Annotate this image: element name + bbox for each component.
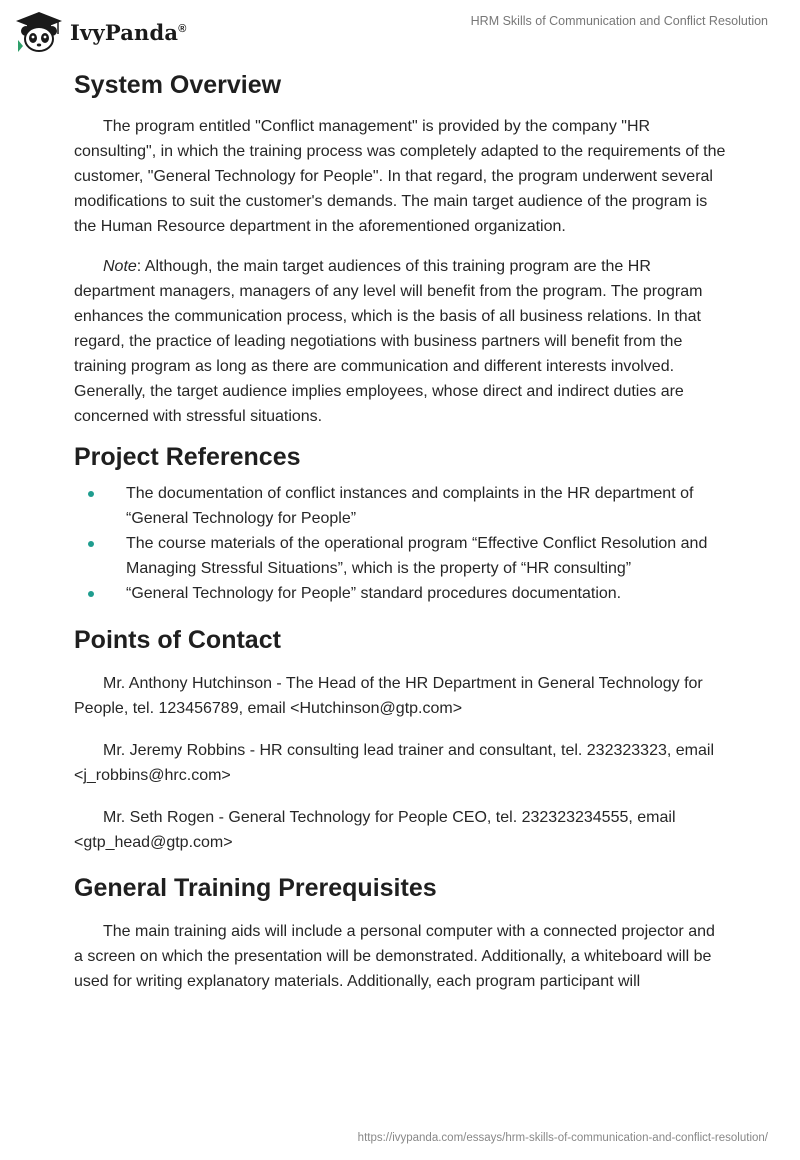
contact-hutchinson: Mr. Anthony Hutchinson - The Head of the HR Department in General Technology for People, tel. 123456789, email <Hutchinson@gtp.com> [74, 675, 703, 717]
contact-robbins: Mr. Jeremy Robbins - HR consulting lead trainer and consultant, tel. 232323323, email <j_robbins@hrc.com> [74, 742, 714, 784]
page-header [0, 0, 800, 66]
contact-rogen: Mr. Seth Rogen - General Technology for People CEO, tel. 232323234555, email <gtp_head@gtp.com> [74, 809, 676, 851]
source-url[interactable]: https://ivypanda.com/essays/hrm-skills-of-communication-and-conflict-resolution/ [357, 1132, 768, 1144]
note-paragraph [74, 254, 726, 429]
document-title: HRM Skills of Communication and Conflict Resolution [470, 14, 768, 28]
references-list [74, 481, 726, 606]
overview-paragraph: The program entitled "Conflict management" is provided by the company "HR consulting", in which the training process was completely adapted to the requirements of the customer, "General Technology for People". In that regard, the program underwent several modifications to suit the customer's demands. The main target audience of the program is the Human Resource department in the aforementioned organization. [74, 118, 726, 235]
note-label: Note [103, 258, 137, 275]
bullet-icon [88, 491, 94, 497]
list-item: The course materials of the operational program “Effective Conflict Resolution and Managing Stressful Situations”, which is the property of “HR consulting” [74, 531, 726, 581]
heading-training-prerequisites: General Training Prerequisites [74, 874, 437, 902]
bullet-icon [88, 541, 94, 547]
heading-system-overview: System Overview [74, 71, 282, 99]
heading-points-of-contact: Points of Contact [74, 626, 281, 654]
article-body [74, 70, 726, 994]
brand-name: IvyPanda® [70, 19, 187, 45]
heading-project-references: Project References [74, 443, 301, 471]
prerequisites-paragraph: The main training aids will include a personal computer with a connected projector and a screen on which the presentation will be demonstrated. Additionally, a whiteboard will be used for writing explanatory materials. Additionally, each program participant will [74, 923, 715, 990]
panda-graduate-icon [14, 10, 64, 54]
ivypanda-logo[interactable] [14, 8, 187, 56]
list-item: The documentation of conflict instances and complaints in the HR department of “General Technology for People” [74, 481, 726, 531]
note-text: : Although, the main target audiences of this training program are the HR department managers, managers of any level will benefit from the program. The program enhances the communication process, which is the basis of all business relations. In that regard, the practice of leading negotiations with business partners will benefit from the training program as long as there are communication and different interests involved. Generally, the target audience implies employees, whose direct and indirect duties are concerned with stressful situations. [74, 258, 703, 425]
bullet-icon [88, 591, 94, 597]
list-item: “General Technology for People” standard procedures documentation. [74, 581, 726, 606]
